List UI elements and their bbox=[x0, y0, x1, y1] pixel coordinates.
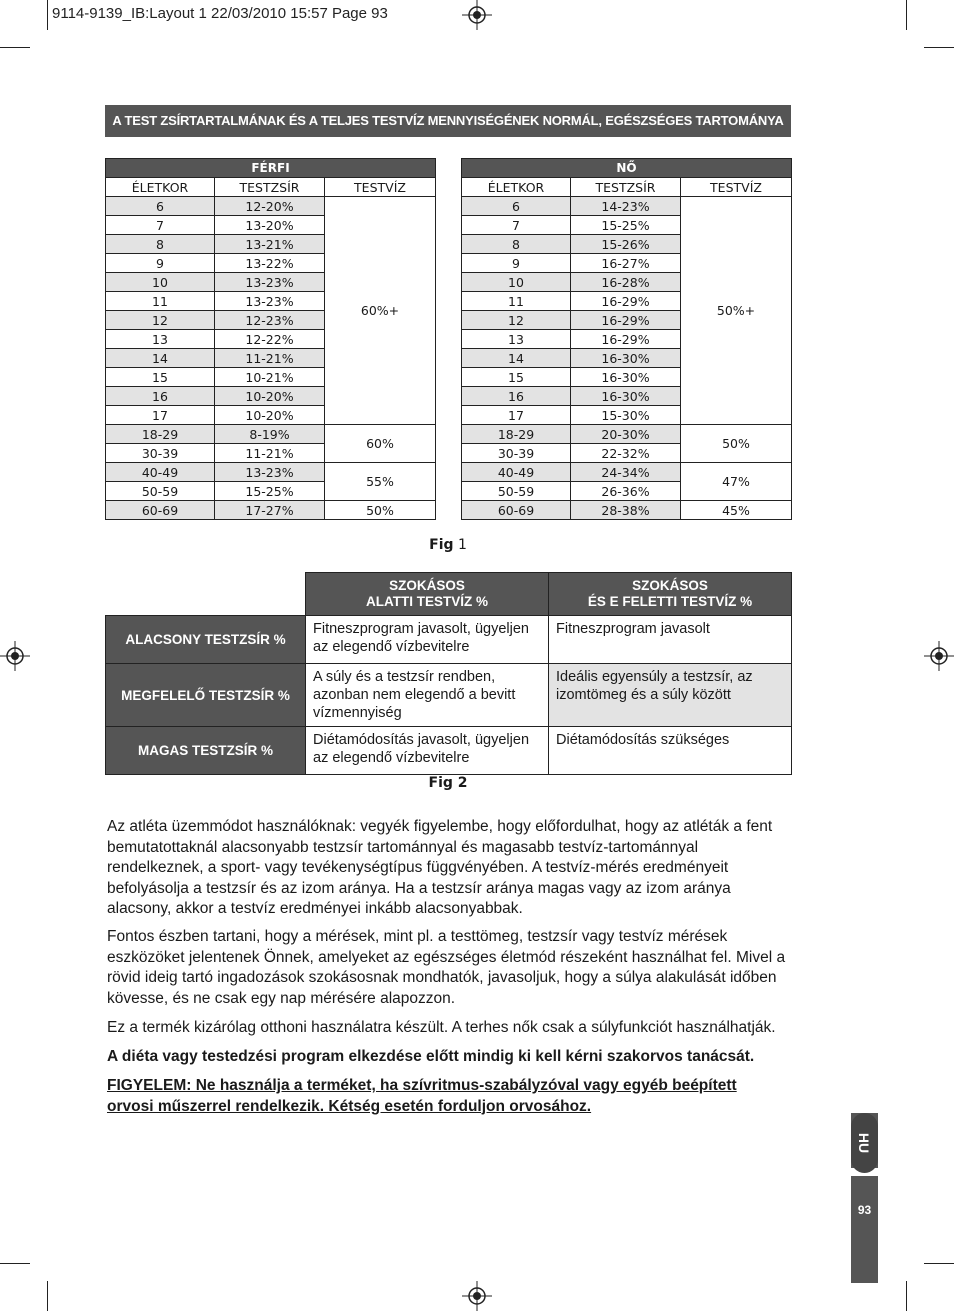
age-cell: 16 bbox=[462, 387, 571, 406]
column-header: ÉLETKOR bbox=[462, 178, 571, 197]
fat-cell: 16-30% bbox=[571, 368, 681, 387]
fat-cell: 13-23% bbox=[215, 292, 325, 311]
fat-cell: 16-30% bbox=[571, 387, 681, 406]
column-header-line: SZOKÁSOS bbox=[632, 578, 708, 593]
print-slug: 9114-9139_IB:Layout 1 22/03/2010 15:57 Page 93 bbox=[52, 5, 388, 22]
age-cell: 11 bbox=[106, 292, 215, 311]
table-row bbox=[106, 463, 436, 482]
crop-mark bbox=[906, 1281, 907, 1311]
water-cell: 50% bbox=[681, 425, 792, 463]
male-reference-table bbox=[105, 158, 436, 520]
fat-cell: 12-20% bbox=[215, 197, 325, 216]
fat-cell: 13-21% bbox=[215, 235, 325, 254]
fat-cell: 14-23% bbox=[571, 197, 681, 216]
table-row bbox=[106, 727, 792, 775]
age-cell: 11 bbox=[462, 292, 571, 311]
crop-mark bbox=[906, 0, 907, 30]
age-cell: 8 bbox=[106, 235, 215, 254]
fat-cell: 26-36% bbox=[571, 482, 681, 501]
language-label: HU bbox=[856, 1132, 873, 1154]
fat-cell: 8-19% bbox=[215, 425, 325, 444]
table-row bbox=[462, 501, 792, 520]
water-cell: 47% bbox=[681, 463, 792, 501]
water-cell: 50%+ bbox=[681, 197, 792, 425]
age-cell: 40-49 bbox=[106, 463, 215, 482]
table-row bbox=[106, 425, 436, 444]
water-cell: 60% bbox=[325, 425, 436, 463]
table-cell: Diétamódosítás szükséges bbox=[549, 727, 792, 775]
age-cell: 18-29 bbox=[462, 425, 571, 444]
registration-mark-icon bbox=[0, 641, 30, 671]
table-row bbox=[106, 501, 436, 520]
age-cell: 60-69 bbox=[106, 501, 215, 520]
paragraph-doctor-advice: A diéta vagy testedzési program elkezdése előtt mindig ki kell kérni szakorvos tanácsát. bbox=[107, 1048, 755, 1065]
age-cell: 6 bbox=[462, 197, 571, 216]
age-cell: 14 bbox=[462, 349, 571, 368]
fig1-caption bbox=[0, 537, 896, 553]
fat-cell: 16-30% bbox=[571, 349, 681, 368]
age-cell: 15 bbox=[106, 368, 215, 387]
fat-cell: 12-22% bbox=[215, 330, 325, 349]
fat-cell: 13-22% bbox=[215, 254, 325, 273]
language-tab bbox=[851, 1113, 878, 1173]
age-cell: 7 bbox=[106, 216, 215, 235]
age-cell: 50-59 bbox=[106, 482, 215, 501]
section-title-banner: A TEST ZSÍRTARTALMÁNAK ÉS A TELJES TESTVÍZ MENNYISÉGÉNEK NORMÁL, EGÉSZSÉGES TARTOMÁNYA bbox=[105, 105, 791, 137]
water-cell: 60%+ bbox=[325, 197, 436, 425]
table-cell: Ideális egyensúly a testzsír, az izomtömeg és a súly között bbox=[549, 664, 792, 727]
age-cell: 50-59 bbox=[462, 482, 571, 501]
row-header: MAGAS TESTZSÍR % bbox=[106, 727, 306, 775]
age-cell: 12 bbox=[106, 311, 215, 330]
fat-cell: 10-20% bbox=[215, 406, 325, 425]
table-cell: A súly és a testzsír rendben, azonban nem elegendő a bevitt vízmennyiség bbox=[306, 664, 549, 727]
fat-cell: 28-38% bbox=[571, 501, 681, 520]
age-cell: 7 bbox=[462, 216, 571, 235]
fat-cell: 16-28% bbox=[571, 273, 681, 292]
fat-cell: 24-34% bbox=[571, 463, 681, 482]
fat-cell: 11-21% bbox=[215, 444, 325, 463]
table-row bbox=[106, 664, 792, 727]
female-table-title: NŐ bbox=[462, 159, 792, 178]
column-header: ÉLETKOR bbox=[106, 178, 215, 197]
table-row bbox=[462, 197, 792, 216]
crop-mark bbox=[47, 0, 48, 30]
row-header: ALACSONY TESTZSÍR % bbox=[106, 616, 306, 664]
age-cell: 30-39 bbox=[462, 444, 571, 463]
fat-cell: 13-23% bbox=[215, 273, 325, 292]
fat-cell: 22-32% bbox=[571, 444, 681, 463]
column-header-line: ALATTI TESTVÍZ % bbox=[366, 594, 488, 609]
crop-mark bbox=[0, 47, 30, 48]
age-cell: 17 bbox=[106, 406, 215, 425]
female-reference-table bbox=[461, 158, 792, 520]
crop-mark bbox=[0, 1263, 30, 1264]
table-corner bbox=[106, 573, 306, 616]
column-header-line: SZOKÁSOS bbox=[389, 578, 465, 593]
fat-cell: 20-30% bbox=[571, 425, 681, 444]
column-header: TESTZSÍR bbox=[215, 178, 325, 197]
age-cell: 9 bbox=[106, 254, 215, 273]
fig1-caption-bold: Fig bbox=[429, 537, 454, 553]
table-row bbox=[106, 197, 436, 216]
table-cell: Fitneszprogram javasolt, ügyeljen az elegendő vízbevitelre bbox=[306, 616, 549, 664]
column-header-line: ÉS E FELETTI TESTVÍZ % bbox=[587, 594, 753, 609]
fat-water-interpretation-table bbox=[105, 572, 792, 775]
age-cell: 13 bbox=[462, 330, 571, 349]
age-cell: 10 bbox=[462, 273, 571, 292]
fat-cell: 16-29% bbox=[571, 330, 681, 349]
fat-cell: 15-26% bbox=[571, 235, 681, 254]
column-header-normal-above bbox=[549, 573, 792, 616]
column-header: TESTVÍZ bbox=[681, 178, 792, 197]
fat-cell: 10-21% bbox=[215, 368, 325, 387]
fat-cell: 15-25% bbox=[571, 216, 681, 235]
age-cell: 14 bbox=[106, 349, 215, 368]
age-cell: 12 bbox=[462, 311, 571, 330]
age-cell: 8 bbox=[462, 235, 571, 254]
fat-cell: 13-23% bbox=[215, 463, 325, 482]
age-cell: 18-29 bbox=[106, 425, 215, 444]
table-row bbox=[462, 425, 792, 444]
paragraph-athlete-mode: Az atléta üzemmódot használóknak: vegyék figyelembe, hogy előfordulhat, hogy az atléták a fent bemutatottaknál alacsonyabb testzsír tartománnyal és magasabb testvíz-tartománnyal rendelkeznek, a sport- vagy tevékenységtípus függvényében. A testvíz-mérés eredményeit befolyásolja a testzsír és az izom aránya. Ha a testzsír aránya magas vagy az izom aránya alacsony, akkor a testvíz eredményei inkább alacsonyabbak. bbox=[107, 818, 773, 917]
column-header: TESTZSÍR bbox=[571, 178, 681, 197]
water-cell: 50% bbox=[325, 501, 436, 520]
fig2-caption: Fig 2 bbox=[428, 775, 468, 791]
age-cell: 30-39 bbox=[106, 444, 215, 463]
fat-cell: 13-20% bbox=[215, 216, 325, 235]
age-cell: 9 bbox=[462, 254, 571, 273]
fig1-caption-number: 1 bbox=[453, 537, 467, 553]
age-cell: 15 bbox=[462, 368, 571, 387]
table-row bbox=[462, 463, 792, 482]
fat-cell: 15-30% bbox=[571, 406, 681, 425]
fat-cell: 12-23% bbox=[215, 311, 325, 330]
fat-cell: 16-29% bbox=[571, 292, 681, 311]
age-cell: 13 bbox=[106, 330, 215, 349]
page-number: 93 bbox=[857, 1203, 872, 1217]
paragraph-home-use: Ez a termék kizárólag otthoni használatra készült. A terhes nők csak a súlyfunkciót használhatják. bbox=[107, 1019, 776, 1036]
paragraph-warning: FIGYELEM: Ne használja a terméket, ha szívritmus-szabályzóval vagy egyéb beépített orvosi műszerrel rendelkezik. Kétség esetén forduljon orvosához. bbox=[107, 1077, 737, 1115]
crop-mark bbox=[924, 1263, 954, 1264]
fat-cell: 10-20% bbox=[215, 387, 325, 406]
fat-cell: 16-27% bbox=[571, 254, 681, 273]
age-cell: 60-69 bbox=[462, 501, 571, 520]
column-header-below-normal bbox=[306, 573, 549, 616]
male-table-title: FÉRFI bbox=[106, 159, 436, 178]
column-header: TESTVÍZ bbox=[325, 178, 436, 197]
crop-mark bbox=[47, 1281, 48, 1311]
fat-cell: 17-27% bbox=[215, 501, 325, 520]
water-cell: 55% bbox=[325, 463, 436, 501]
water-cell: 45% bbox=[681, 501, 792, 520]
fat-cell: 16-29% bbox=[571, 311, 681, 330]
age-cell: 10 bbox=[106, 273, 215, 292]
table-cell: Fitneszprogram javasolt bbox=[549, 616, 792, 664]
age-cell: 16 bbox=[106, 387, 215, 406]
crop-mark bbox=[924, 47, 954, 48]
table-cell: Diétamódosítás javasolt, ügyeljen az elegendő vízbevitelre bbox=[306, 727, 549, 775]
fat-cell: 15-25% bbox=[215, 482, 325, 501]
registration-mark-icon bbox=[462, 0, 492, 30]
table-row bbox=[106, 616, 792, 664]
registration-mark-icon bbox=[924, 641, 954, 671]
row-header: MEGFELELŐ TESTZSÍR % bbox=[106, 664, 306, 727]
age-cell: 40-49 bbox=[462, 463, 571, 482]
registration-mark-icon bbox=[462, 1281, 492, 1311]
fat-cell: 11-21% bbox=[215, 349, 325, 368]
paragraph-measurement-tools: Fontos észben tartani, hogy a mérések, mint pl. a testtömeg, testzsír vagy testvíz mérések eszközöket jelentenek Önnek, amelyeket az egészséges életmód részeként használhat fel. Mivel a rövid ideig tartó ingadozások szokásosnak mondhatók, javasoljuk, hogy a súlya alakulását időben kövesse, és ne csak egy nap mérésére alapozzon. bbox=[107, 928, 786, 1007]
age-cell: 17 bbox=[462, 406, 571, 425]
age-cell: 6 bbox=[106, 197, 215, 216]
